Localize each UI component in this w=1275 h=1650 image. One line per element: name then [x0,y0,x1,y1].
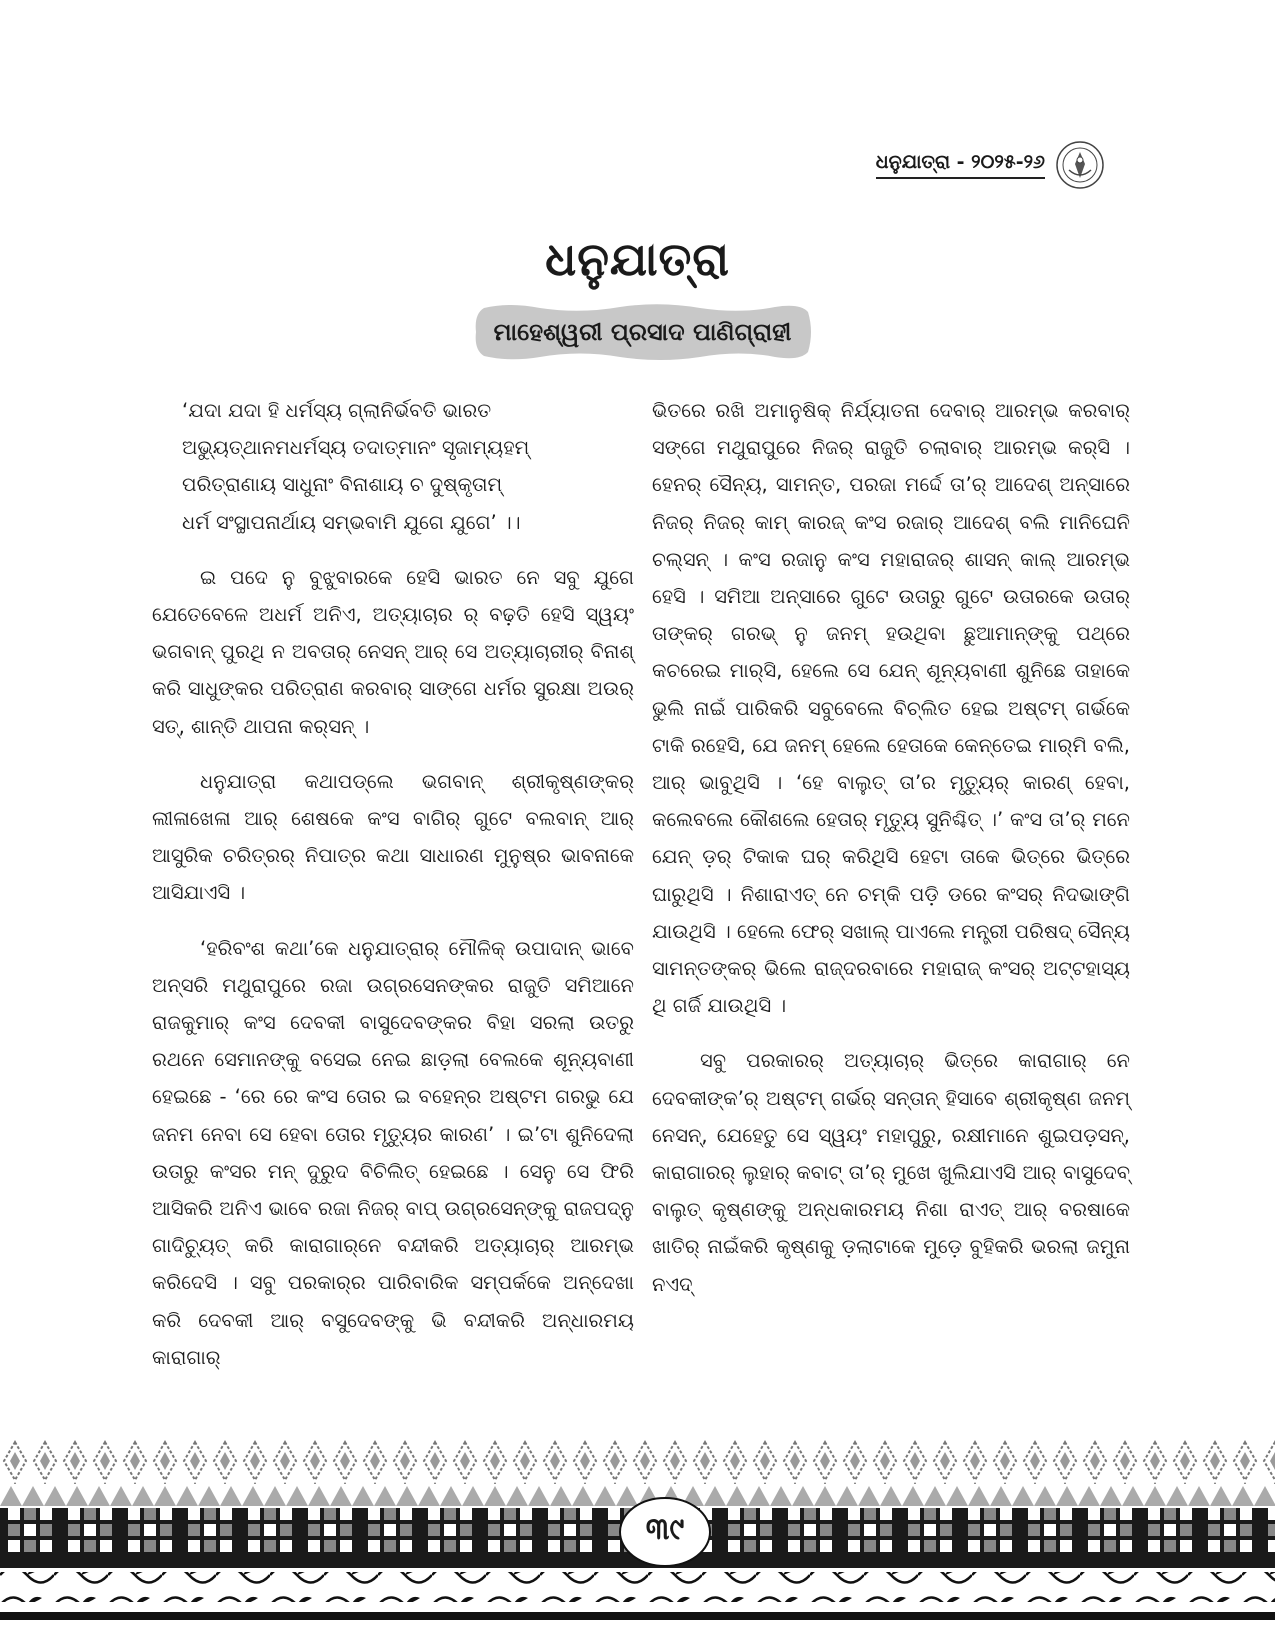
verse-line: ଅଭ୍ୟୁତ୍‌ଥାନମଧର୍ମସ୍ୟ ତଦାତ୍ମାନଂ ସୃଜାମ୍ୟହମ୍‌ [182,436,530,460]
body-paragraph: ଇ ପଦେ ନୁ ବୁଝୁବାରକେ ହେସି ଭାରତ ନେ ସବୁ ଯୁଗେ ଯେତେବେଳେ ଅଧର୍ମ ଅନିଏ, ଅତ୍ୟାଚାର ର୍‌ ବଢ଼ତି ହେସି ସ୍ୱୟଂ ଭଗବାନ୍‌ ପୁରଥି ନ ଅବତାର୍‌ ନେସନ୍‌ ଆର୍‌ ସେ ଅତ୍ୟାଚାରୀର୍‌ ବିନାଶ୍‌ କରି ସାଧୁଙ୍କର ପରିତ୍ରାଣ କରବାର୍‌ ସାଙ୍ଗେ ଧର୍ମର ସୁରକ୍ଷା ଅଉର୍‌ ସତ୍‌, ଶାନ୍ତି ଥାପନା କର୍‌ସନ୍‌ । [152,565,634,738]
right-column [652,392,1130,1321]
sanskrit-verse [152,392,634,541]
page-number: ୩୯ [645,1512,685,1547]
author-name: ମାହେଶ୍ୱରୀ ପ୍ରସାଦ ପାଣିଗ୍ରାହୀ [493,318,792,346]
body-paragraph: ‘ହରିବଂଶ କଥା’କେ ଧନୁଯାତ୍ରାର୍‌ ମୌଳିକ୍‌ ଉପାଦାନ୍‌ ଭାବେ ଅନ୍‌ସରି ମଥୁରାପୁରେ ରଜା ଉଗ୍ରସେନଙ୍କର ରାଜୁତି ସମିଆନେ ରାଜକୁମାର୍‌ କଂସ ଦେବକୀ ବାସୁଦେବଙ୍କର ବିହା ସରଲା ଉତରୁ ରଥନେ ସେମାନଙ୍କୁ ବସେଇ ନେଇ ଛାଡ଼ଲା ବେଲକେ ଶୂନ୍ୟବାଣୀ ହେଇଛେ - ‘ରେ ରେ କଂସ ତୋର ଇ ବହେନ୍‌ର ଅଷ୍ଟମ ଗରଭୁ ଯେ ଜନମ ନେବା ସେ ହେବା ତୋର ମୃତ୍ୟୁର କାରଣ’ । ଇ’ଟା ଶୁନିଦେଲା ଉତାରୁ କଂସର ମନ୍‌ ଦୁରୁଦ ବିଚିଲିତ୍‌ ହେଇଛେ । ସେନୁ ସେ ଫିରି ଆସିକରି ଅନିଏ ଭାବେ ରଜା ନିଜର୍‌ ବାପ୍‌ ଉଗ୍ରସେନ୍‌ଙ୍କୁ ରାଜପଦ୍‌ନୁ ଗାଦିଚ୍ୟୁତ୍‌ କରି କାରାଗାର୍‌ନେ ବନ୍ଦୀକରି ଅତ୍ୟାଚାର୍‌ ଆରମ୍ଭ କରିଦେସି । ସବୁ ପରକାର୍‌ର ପାରିବାରିକ ସମ୍ପର୍କକେ ଅନ୍‌ଦେଖା କରି ଦେବକୀ ଆର୍‌ ବସୁଦେବଙ୍କୁ ଭି ବନ୍ଦୀକରି ଅନ୍ଧାରମୟ କାରାଗାର୍‌ [152,936,634,1369]
left-column [152,392,634,1394]
running-header-text: ଧନୁଯାତ୍ରା - ୨୦୨୫-୨୬ [876,151,1045,179]
body-paragraph: ଧନୁଯାତ୍ରା କଥାପଡ୍‌ଲେ ଭଗବାନ୍‌ ଶ୍ରୀକୃଷ୍ଣଙ୍କର୍‌ ଲୀଳାଖେଳା ଆର୍‌ ଶେଷକେ କଂସ ବାଗିର୍‌ ଗୁଟେ ବଲବାନ୍‌ ଆର୍‌ ଆସୁରିକ ଚରିତ୍ରର୍‌ ନିପାତ୍‌ର କଥା ସାଧାରଣ ମୁନୁଷ୍‌ର ଭାବନାକେ ଆସିଯାଏସି । [152,769,634,905]
verse-line: ଧର୍ମ ସଂସ୍ଥାପନାର୍ଥାୟ ସମ୍ଭବାମି ଯୁଗେ ଯୁଗେ’ ।। [182,510,521,534]
author-banner [470,300,815,364]
article-title: ଧନୁଯାତ୍ରା [545,232,730,286]
verse-line: ‘ଯଦା ଯଦା ହି ଧର୍ମସ୍ୟ ଗ୍ଲାନିର୍ଭବତି ଭାରତ [182,399,492,422]
running-header [876,140,1105,190]
verse-line: ପରିତ୍ରାଣାୟ ସାଧୁନାଂ ବିନାଶାୟ ଚ ଦୁଷ୍କୃତାମ୍‌ [182,473,503,497]
body-paragraph: ସବୁ ପରକାରର୍‌ ଅତ୍ୟାଚାର୍‌ ଭିତ୍‌ରେ କାରାଗାର୍‌ ନେ ଦେବକୀଙ୍କ’ର୍‌ ଅଷ୍ଟମ୍‌ ଗର୍ଭର୍‌ ସନ୍ତାନ୍‌ ହିସାବେ ଶ୍ରୀକୃଷ୍ଣ ଜନମ୍‌ ନେସନ୍‌, ଯେହେତୁ ସେ ସ୍ୱୟଂ ମହାପୁରୁ, ରକ୍ଷୀମାନେ ଶୁଇପଡ଼ସନ୍‌, କାରାଗାରର୍‌ ଲୁହାର୍‌ କବାଟ୍‌ ତା’ର୍‌ ମୁଖେ ଖୁଲିଯାଏସି ଆର୍‌ ବାସୁଦେବ୍‌ ବାଲୁତ୍‌ କୃଷ୍ଣଙ୍କୁ ଅନ୍ଧକାରମୟ ନିଶା ରାଏତ୍‌ ଆର୍‌ ବରଷାକେ ଖାତିର୍‌ ନାଇଁକରି କୃଷ୍ଣକୁ ଡ଼ଲାଟାକେ ମୁଡ଼େ ବୁହିକରି ଭରଲା ଜମୁନା ନଏଦ୍‌ [652,1049,1130,1296]
seal-emblem-icon [1055,140,1105,190]
body-paragraph: ଭିତରେ ରଖି ଅମାନୁଷିକ୍‌ ନିର୍ଯ୍ୟାତନା ଦେବାର୍‌ ଆରମ୍ଭ କରବାର୍‌ ସଙ୍ଗେ ମଥୁରାପୁରେ ନିଜର୍‌ ରାଜୁତି ଚଲାବାର୍‌ ଆରମ୍ଭ କର୍‌ସି । ହେନର୍‌ ସୈନ୍ୟ, ସାମନ୍ତ, ପରଜା ମର୍ଦ୍ଦେ ତା’ର୍‌ ଆଦେଶ୍‌ ଅନ୍‌ସାରେ ନିଜର୍‌ ନିଜର୍‌ କାମ୍‌ କାରଜ୍‌ କଂସ ରଜାର୍‌ ଆଦେଶ୍‌ ବଲି ମାନିଘେନି ଚଲ୍‌ସନ୍‌ । କଂସ ରଜାନୁ କଂସ ମହାରାଜର୍‌ ଶାସନ୍‌ କାଲ୍‌ ଆରମ୍ଭ ହେସି । ସମିଆ ଅନ୍‌ସାରେ ଗୁଟେ ଉତାରୁ ଗୁଟେ ଉତାରକେ ଉତାର୍‌ ତାଙ୍କର୍‌ ଗରଭ୍‌ ନୁ ଜନମ୍‌ ହଉଥିବା ଛୁଆମାନ୍‌ଙ୍କୁ ପଥ୍‌ରେ କଚରେଇ ମାର୍‌ସି, ହେଲେ ସେ ଯେନ୍‌ ଶୂନ୍ୟବାଣୀ ଶୁନିଛେ ତାହାକେ ଭୁଲି ନାଇଁ ପାରିକରି ସବୁବେଲେ ବିଚ୍‌ଲିତ ହେଇ ଅଷ୍ଟମ୍‌ ଗର୍ଭକେ ଟାକି ରହେସି, ଯେ ଜନମ୍‌ ହେଲେ ହେତାକେ କେନ୍ତେଇ ମାର୍‌ମି ବଲି, ଆର୍‌ ଭାବୁଥିସି । ‘ହେ ବାଲୁତ୍‌ ତା’ର ମୃତ୍ୟୁର୍‌ କାରଣ୍‌ ହେବା, କଲେବଲେ କୌଶଲେ ହେତାର୍‌ ମୃତ୍ୟୁ ସୁନିଶ୍ଚିତ୍‌ ।’ କଂସ ତା’ର୍‌ ମନେ ଯେନ୍‌ ଡ଼ର୍‌ ଟିକାକ ଘର୍‌ କରିଥିସି ହେଟା ତାକେ ଭିତ୍‌ରେ ଭିତ୍‌ରେ ଘାରୁଥିସି । ନିଶାରାଏତ୍‌ ନେ ଚମ୍‌କି ପଡ଼ି ଡରେ କଂସର୍‌ ନିଦଭାଙ୍ଗି ଯାଉଥିସି । ହେଲେ ଫେର୍‌ ସଖାଲ୍‌ ପାଏଲେ ମନ୍ତ୍ରୀ ପରିଷଦ୍‌ ସୈନ୍ୟ ସାମନ୍ତଙ୍କର୍‌ ଭିଲେ ରାଜ୍‌ଦରବାରେ ମହାରାଜ୍‌ କଂସର୍‌ ଅଟ୍ଟହାସ୍ୟ ଥି ଗର୍ଜି ଯାଉଥିସି । [652,399,1130,1018]
